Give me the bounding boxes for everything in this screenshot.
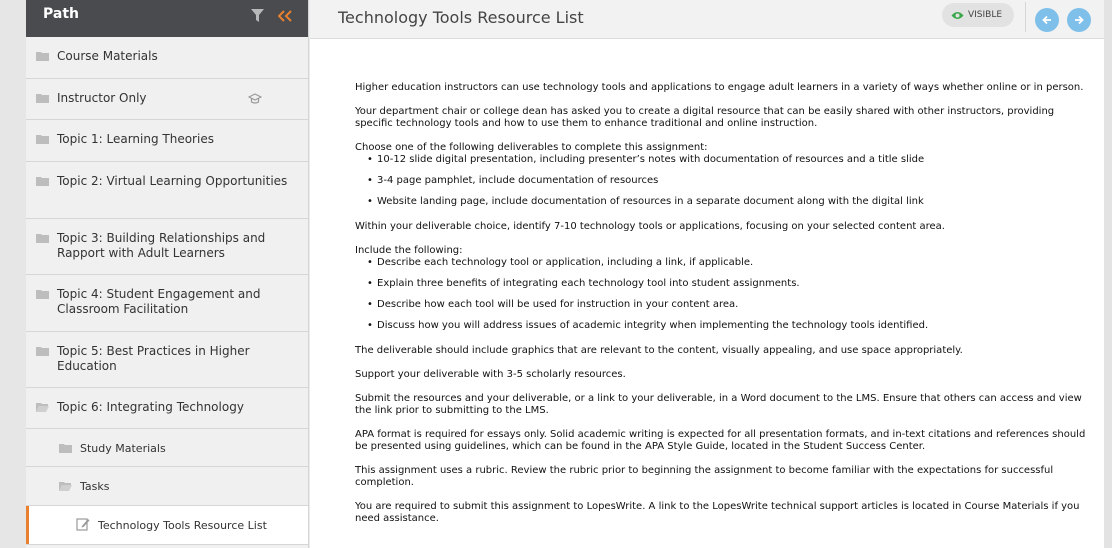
- paragraph: Choose one of the following deliverables to complete this assignment:: [355, 142, 708, 153]
- sidebar-item-label: Course Materials: [57, 49, 158, 63]
- sidebar-title: Path: [43, 5, 79, 22]
- sidebar-item-label: Topic 6: Integrating Technology: [57, 400, 244, 414]
- sidebar-item-label: Topic 4: Student Engagement and Classroom Facilitation: [57, 287, 261, 316]
- sidebar-header: [26, 0, 308, 37]
- paragraph: You are required to submit this assignment to LopesWrite. A link to the LopesWrite technical support articles is located in Course Materials if you need assistance.: [355, 501, 1080, 524]
- sidebar-item-label: Tasks: [80, 480, 110, 493]
- content-header: [310, 0, 1104, 39]
- visibility-toggle[interactable]: [942, 3, 1014, 27]
- next-button[interactable]: [1067, 8, 1091, 32]
- paragraph: Support your deliverable with 3-5 scholarly resources.: [355, 369, 626, 380]
- mortarboard-icon: [248, 93, 262, 105]
- eye-icon: [951, 11, 964, 20]
- sidebar-item-topic-2[interactable]: [26, 162, 308, 219]
- assignment-body: [355, 82, 1091, 537]
- sidebar-item-label: Technology Tools Resource List: [98, 519, 267, 532]
- sidebar-item-tasks[interactable]: [26, 467, 308, 506]
- visibility-label: VISIBLE: [968, 10, 1003, 20]
- paragraph: This assignment uses a rubric. Review the rubric prior to beginning the assignment to become familiar with the expectations for successful completion.: [355, 465, 1054, 488]
- folder-icon: [36, 134, 49, 144]
- list-item: • Describe each technology tool or application, including a link, if applicable.: [377, 257, 1091, 269]
- folder-icon: [36, 176, 49, 186]
- sidebar: [26, 0, 309, 548]
- folder-icon: [36, 51, 49, 61]
- requirements-list: [377, 257, 1091, 332]
- sidebar-item-topic-3[interactable]: [26, 219, 308, 275]
- paragraph: Higher education instructors can use technology tools and applications to engage adult learners in a variety of ways whether online or in person.: [355, 82, 1084, 93]
- sidebar-item-instructor-only[interactable]: [26, 79, 308, 120]
- sidebar-item-label: Topic 2: Virtual Learning Opportunities: [57, 174, 288, 188]
- edit-document-icon: [76, 517, 90, 531]
- list-item: • Website landing page, include documentation of resources in a separate document along with the digital link: [377, 196, 1091, 208]
- folder-open-icon: [59, 481, 72, 491]
- folder-icon: [36, 346, 49, 356]
- sidebar-item-course-materials[interactable]: [26, 37, 308, 79]
- sidebar-item-label: Topic 3: Building Relationships and Rapport with Adult Learners: [57, 231, 266, 260]
- sidebar-item-label: Topic 5: Best Practices in Higher Education: [57, 344, 250, 373]
- left-gutter: [0, 0, 26, 548]
- list-item: • Explain three benefits of integrating each technology tool into student assignments.: [377, 278, 1091, 290]
- paragraph: Within your deliverable choice, identify 7-10 technology tools or applications, focusing on your selected content area.: [355, 221, 945, 232]
- sidebar-item-label: Study Materials: [80, 442, 166, 455]
- sidebar-item-topic-5[interactable]: [26, 332, 308, 388]
- page-title: Technology Tools Resource List: [338, 8, 584, 27]
- arrow-right-icon: [1074, 15, 1084, 25]
- folder-icon: [36, 93, 49, 103]
- arrow-left-icon: [1042, 15, 1052, 25]
- list-item: • Describe how each tool will be used for instruction in your content area.: [377, 299, 1091, 311]
- list-item: • 3-4 page pamphlet, include documentation of resources: [377, 175, 1091, 187]
- folder-open-icon: [36, 402, 49, 412]
- previous-button[interactable]: [1035, 8, 1059, 32]
- deliverables-list: [377, 154, 1091, 208]
- sidebar-item-topic-4[interactable]: [26, 275, 308, 332]
- paragraph: APA format is required for essays only. Solid academic writing is expected for all presentation formats, and in-text citations and references should be presented using guidelines, which can be found in the APA Style Guide, located in the Student Success Center.: [355, 429, 1086, 452]
- list-item: • 10-12 slide digital presentation, including presenter’s notes with documentation of resources and a title slide: [377, 154, 1091, 166]
- folder-icon: [36, 289, 49, 299]
- folder-icon: [59, 443, 72, 453]
- paragraph: Include the following:: [355, 245, 463, 256]
- sidebar-item-label: Topic 1: Learning Theories: [57, 132, 214, 146]
- paragraph: Your department chair or college dean has asked you to create a digital resource that can be easily shared with other instructors, providing specific technology tools and how to use them to enhance traditional and online instruction.: [355, 106, 1055, 129]
- main-content: [310, 0, 1104, 548]
- filter-icon[interactable]: [246, 5, 268, 27]
- paragraph: Submit the resources and your deliverable, or a link to your deliverable, in a Word document to the LMS. Ensure that others can access and view the link prior to submitting to the LMS.: [355, 393, 1082, 416]
- sidebar-item-topic-1[interactable]: [26, 120, 308, 162]
- list-item: • Discuss how you will address issues of academic integrity when implementing the technology tools identified.: [377, 320, 1091, 332]
- paragraph: The deliverable should include graphics that are relevant to the content, visually appealing, and use space appropriately.: [355, 345, 963, 356]
- folder-icon: [36, 233, 49, 243]
- sidebar-item-label: Instructor Only: [57, 91, 147, 105]
- scrollbar-track[interactable]: [1104, 0, 1112, 548]
- collapse-icon[interactable]: [274, 5, 296, 27]
- sidebar-item-technology-tools-resource-list[interactable]: [26, 506, 308, 545]
- header-divider: [1025, 2, 1026, 32]
- sidebar-item-study-materials[interactable]: [26, 429, 308, 467]
- sidebar-item-topic-6[interactable]: [26, 388, 308, 429]
